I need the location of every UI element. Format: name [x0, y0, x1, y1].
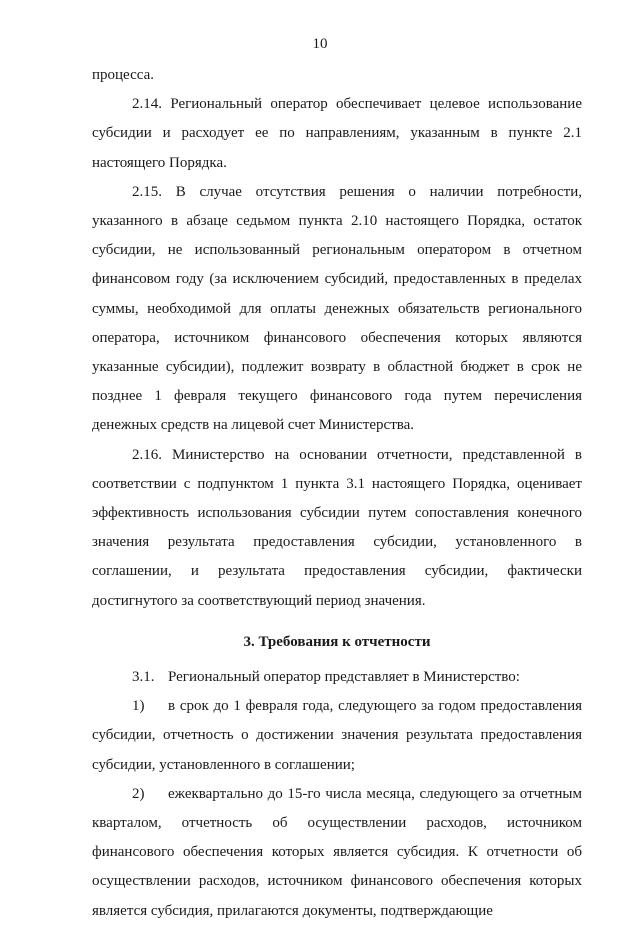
list-item-1 — [92, 692, 582, 780]
item-text: в срок до 1 февраля года, следующего за годом предоставления субсидии, отчетность о достижении значения результата предоставления субсидии, установленного в соглашении; — [92, 698, 582, 773]
document-body — [92, 61, 582, 926]
paragraph-3-1 — [92, 663, 582, 692]
paragraph-2-14: 2.14. Региональный оператор обеспечивает целевое использование субсидии и расходует ее по направлениям, указанным в пункте 2.1 настоящего Порядка. — [92, 96, 582, 171]
item-number: 3.1. — [132, 669, 155, 686]
item-number: 2) — [132, 785, 145, 802]
paragraph-2-15: 2.15. В случае отсутствия решения о наличии потребности, указанного в абзаце седьмом пункта 2.10 настоящего Порядка, остаток субсидии, не использованный региональным оператором в отчетном финансовом году (за исключением субсидий, предоставленных в пределах суммы, необходимой для оплаты денежных обязательств регионального оператора, источником финансового обеспечения которых являются указанные субсидии), подлежит возврату в областной бюджет в срок не позднее 1 февраля текущего финансового года путем перечисления денежных средств на лицевой счет Министерства. — [92, 183, 582, 434]
page-number: 10 — [312, 36, 328, 52]
list-item-2 — [92, 780, 582, 926]
item-text: ежеквартально до 15-го числа месяца, следующего за отчетным кварталом, отчетность об осуществлении расходов, источником финансового обеспечения которых является субсидия. К отчетности об осуществлении расходов, источником финансового обеспечения которых является субсидия, прилагаются документы, подтверждающие — [92, 785, 582, 919]
paragraph-2-16: 2.16. Министерство на основании отчетности, представленной в соответствии с подпунктом 1 пункта 3.1 настоящего Порядка, оценивает эффективность использования субсидии путем сопоставления конечного значения результата предоставления субсидии, установленного в соглашении, и результата предоставления субсидии, фактически достигнутого за соответствующий период значения. — [92, 446, 582, 609]
paragraph-continuation: процесса. — [92, 67, 154, 83]
section-heading: 3. Требования к отчетности — [243, 633, 431, 650]
item-number: 1) — [132, 698, 145, 715]
item-text: Региональный оператор представляет в Министерство: — [168, 669, 520, 686]
